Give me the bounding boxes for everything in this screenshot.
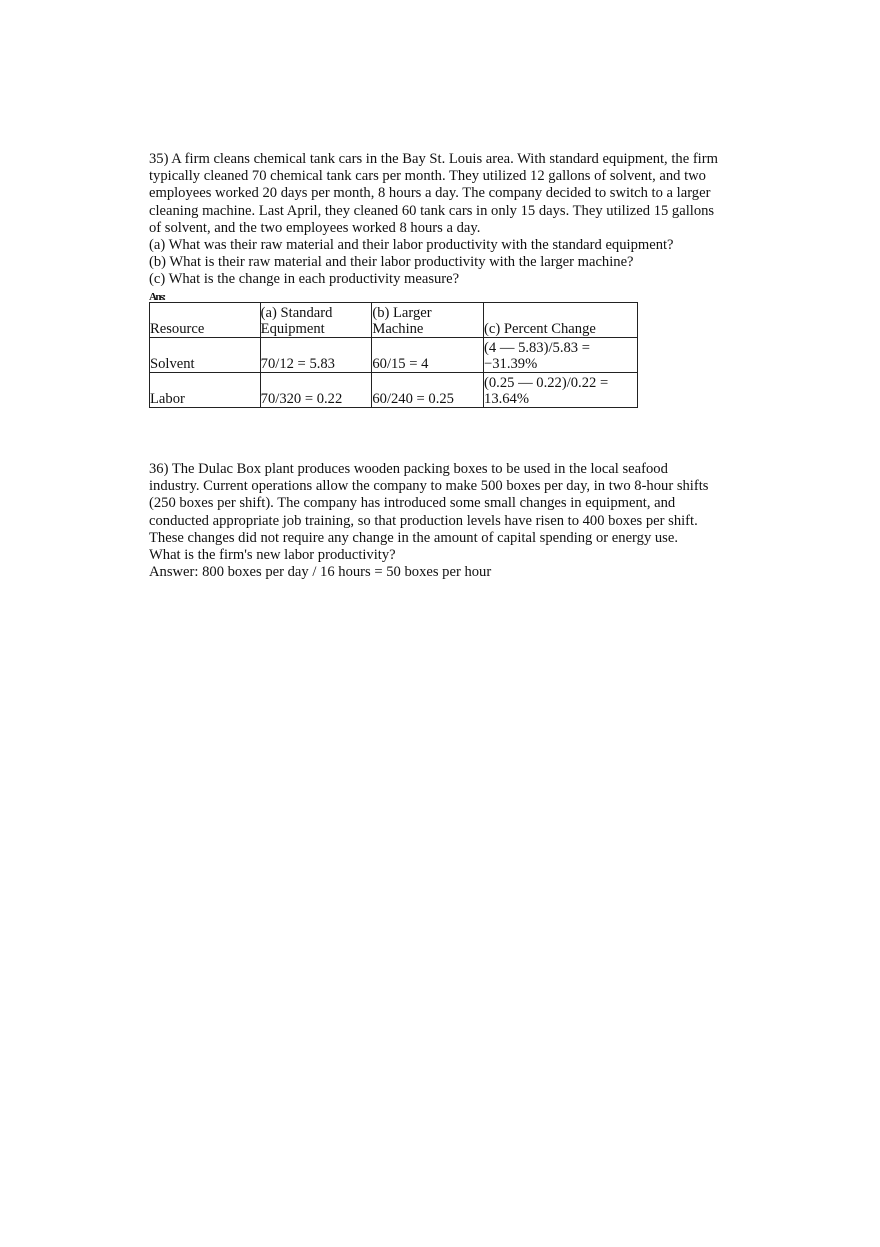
q35-line: 35) A firm cleans chemical tank cars in the Bay St. Louis area. With standard equipment, the firm bbox=[149, 151, 718, 167]
table-row bbox=[150, 338, 638, 373]
table-row bbox=[150, 373, 638, 408]
question-35-text bbox=[149, 151, 749, 289]
q36-line: industry. Current operations allow the company to make 500 boxes per day, in two 8-hour shifts bbox=[149, 478, 709, 495]
cell-resource: Solvent bbox=[150, 338, 261, 373]
header-resource: Resource bbox=[150, 303, 261, 338]
answer-label: Ans: bbox=[149, 290, 165, 303]
cell-standard: 70/320 = 0.22 bbox=[260, 373, 372, 408]
q35-part-a: (a) What was their raw material and their labor productivity with the standard equipment? bbox=[149, 237, 674, 254]
q35-line: cleaning machine. Last April, they cleaned 60 tank cars in only 15 days. They utilized 15 gallons bbox=[149, 202, 715, 219]
question-35 bbox=[149, 151, 749, 304]
cell-change: (0.25 — 0.22)/0.22 = 13.64% bbox=[484, 373, 638, 408]
q35-line: employees worked 20 days per month, 8 hours a day. The company decided to switch to a larger bbox=[149, 185, 711, 202]
question-36-text bbox=[149, 461, 749, 581]
q36-line: These changes did not require any change in the amount of capital spending or energy use. bbox=[149, 529, 678, 546]
productivity-table bbox=[149, 302, 638, 408]
cell-larger: 60/240 = 0.25 bbox=[372, 373, 484, 408]
q36-answer: Answer: 800 boxes per day / 16 hours = 50 boxes per hour bbox=[149, 564, 492, 581]
q35-line: of solvent, and the two employees worked 8 hours a day. bbox=[149, 219, 481, 236]
q35-part-b: (b) What is their raw material and their labor productivity with the larger machine? bbox=[149, 254, 634, 271]
header-standard-equipment: (a) Standard Equipment bbox=[260, 303, 372, 338]
table-header-row bbox=[150, 303, 638, 338]
header-percent-change: (c) Percent Change bbox=[484, 303, 638, 338]
question-36 bbox=[149, 461, 749, 581]
q35-line: typically cleaned 70 chemical tank cars per month. They utilized 12 gallons of solvent, and two bbox=[149, 168, 706, 185]
header-larger-machine: (b) Larger Machine bbox=[372, 303, 484, 338]
cell-resource: Labor bbox=[150, 373, 261, 408]
cell-standard: 70/12 = 5.83 bbox=[260, 338, 372, 373]
q36-line: conducted appropriate job training, so that production levels have risen to 400 boxes per shift. bbox=[149, 512, 698, 529]
q36-line: What is the firm's new labor productivity? bbox=[149, 547, 396, 564]
q36-line: 36) The Dulac Box plant produces wooden packing boxes to be used in the local seafood bbox=[149, 461, 668, 477]
q35-part-c: (c) What is the change in each productivity measure? bbox=[149, 271, 460, 288]
cell-larger: 60/15 = 4 bbox=[372, 338, 484, 373]
q36-line: (250 boxes per shift). The company has introduced some small changes in equipment, and bbox=[149, 495, 676, 512]
cell-change: (4 — 5.83)/5.83 = −31.39% bbox=[484, 338, 638, 373]
